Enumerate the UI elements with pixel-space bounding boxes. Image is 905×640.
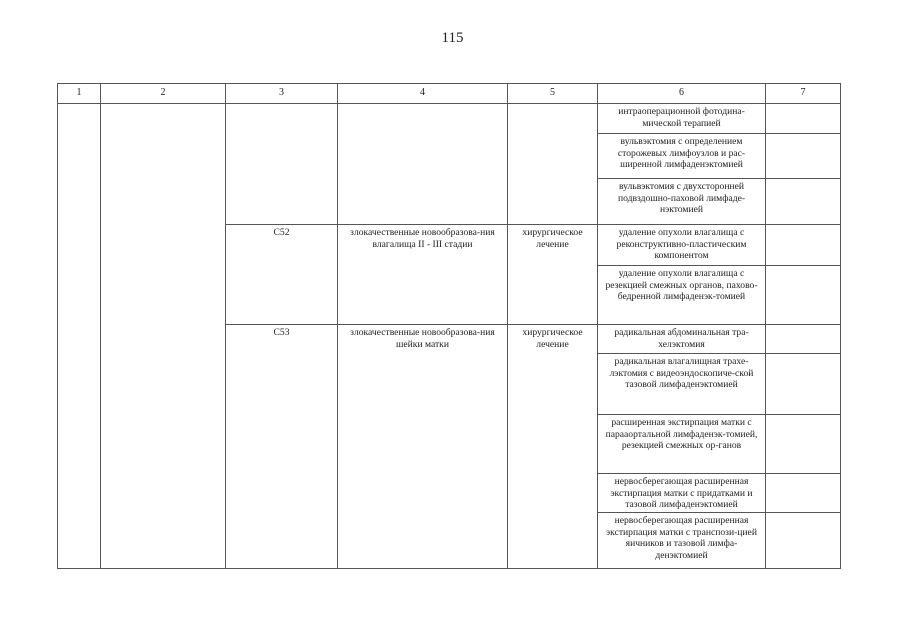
method-cell: удаление опухоли влагалища с реконструктивно-пластическим компонентом xyxy=(597,224,766,266)
code-cell: C52 xyxy=(225,224,338,325)
diagnosis-cell xyxy=(337,103,508,225)
method-cell: нервосберегающая расширенная экстирпация матки с транспози-цией яичников и тазовой лимфа-денэктомией xyxy=(597,512,766,569)
header-cell-2: 2 xyxy=(100,83,226,104)
col-7-cell xyxy=(765,224,841,266)
code-cell: C53 xyxy=(225,324,338,569)
method-cell: нервосберегающая расширенная экстирпация матки с придатками и тазовой лимфаденэктомией xyxy=(597,473,766,513)
treatment-cell: хирургическое лечение xyxy=(507,324,598,569)
col-7-cell xyxy=(765,512,841,569)
col-7-cell xyxy=(765,473,841,513)
method-cell: удаление опухоли влагалища с резекцией смежных органов, пахово-бедренной лимфаденэк-томией xyxy=(597,265,766,325)
col-7-cell xyxy=(765,133,841,179)
method-cell: радикальная абдоминальная тра-хелэктомия xyxy=(597,324,766,354)
code-cell xyxy=(225,103,338,225)
header-cell-5: 5 xyxy=(507,83,598,104)
method-cell: интраоперационной фотодина-мической терапией xyxy=(597,103,766,134)
col-7-cell xyxy=(765,414,841,474)
diagnosis-cell: злокачественные новообразова-ния влагалища II - III стадии xyxy=(337,224,508,325)
page-number: 115 xyxy=(441,30,464,46)
header-cell-6: 6 xyxy=(597,83,766,104)
treatment-cell xyxy=(507,103,598,225)
method-cell: радикальная влагалищная трахе-лэктомия с видеоэндоскопиче-ской тазовой лимфаденэктомией xyxy=(597,353,766,415)
header-cell-7: 7 xyxy=(765,83,841,104)
col-7-cell xyxy=(765,324,841,354)
col-7-cell xyxy=(765,178,841,225)
cell-col-1 xyxy=(57,103,101,569)
header-cell-1: 1 xyxy=(57,83,101,104)
col-7-cell xyxy=(765,103,841,134)
header-cell-3: 3 xyxy=(225,83,338,104)
treatment-cell: хирургическое лечение xyxy=(507,224,598,325)
method-cell: вульвэктомия с двухсторонней подвздошно-паховой лимфаде-нэктомией xyxy=(597,178,766,225)
method-cell: расширенная экстирпация матки с парааортальной лимфаденэк-томией, резекцией смежных ор-ганов xyxy=(597,414,766,474)
col-7-cell xyxy=(765,353,841,415)
header-cell-4: 4 xyxy=(337,83,508,104)
diagnosis-cell: злокачественные новообразова-ния шейки матки xyxy=(337,324,508,569)
cell-col-2 xyxy=(100,103,226,569)
method-cell: вульвэктомия с определением сторожевых лимфоузлов и рас-ширенной лимфаденэктомией xyxy=(597,133,766,179)
col-7-cell xyxy=(765,265,841,325)
